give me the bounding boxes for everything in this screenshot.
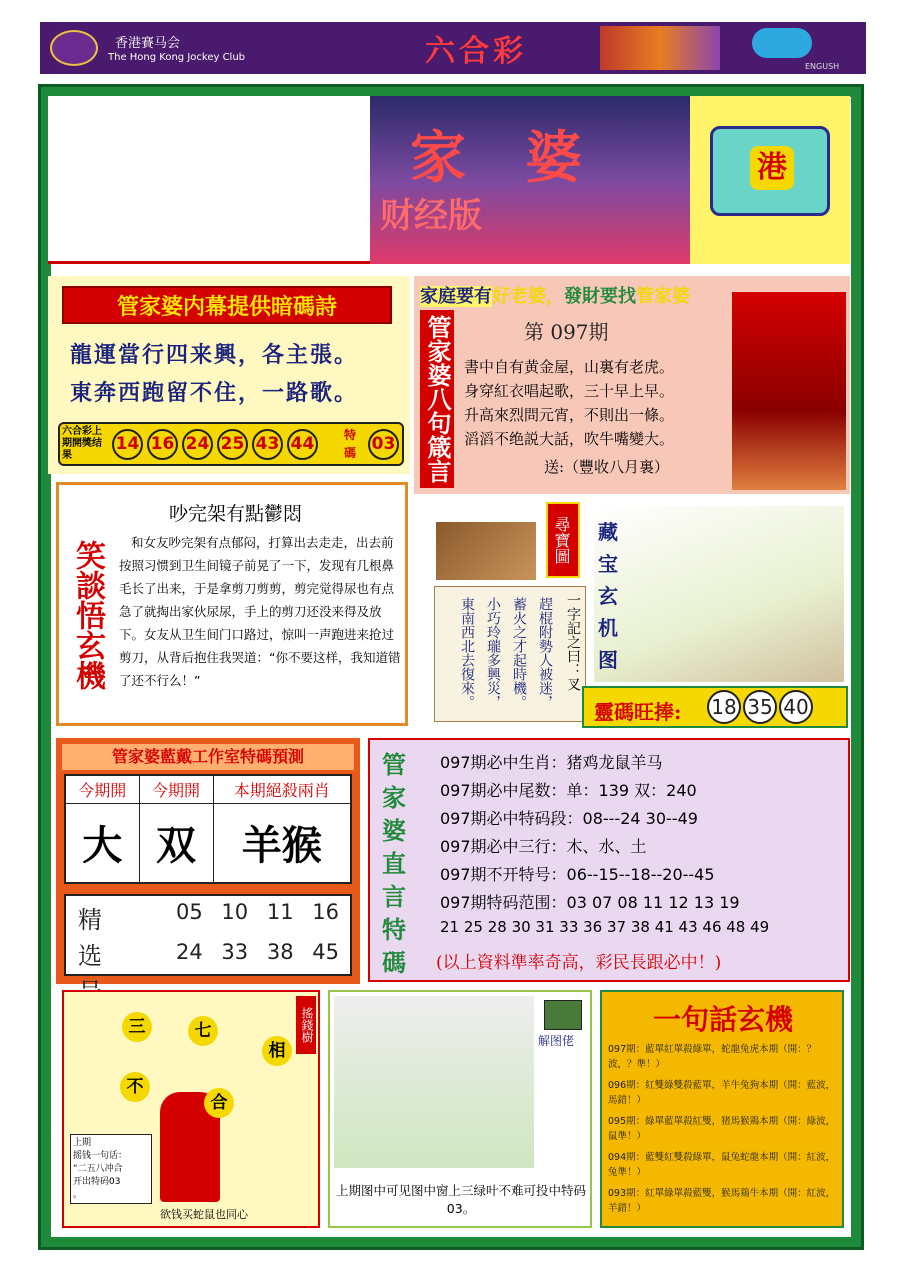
direct-line-5: 097期不开特号：06--15--18--20--45	[440, 865, 715, 884]
slogan-d: 管家婆	[636, 286, 690, 307]
direct-line-4: 097期必中三行：木、水、土	[440, 837, 647, 856]
eight-line-2: 身穿紅衣唱起歌，三十早上早。	[464, 382, 675, 400]
scroll-col-3: 小巧玲瓏多興災，	[485, 597, 501, 709]
results-balls	[110, 429, 320, 460]
treasure-vlabel: 尋寶圖	[546, 502, 580, 578]
eight-line-1: 書中自有黄金屋，山裏有老虎。	[464, 358, 675, 376]
english-link[interactable]: ENGUSH	[805, 62, 840, 71]
pick-number: 33	[221, 940, 249, 964]
lucky-ball: 18	[707, 690, 741, 724]
org-name-en: The Hong Kong Jockey Club	[108, 52, 246, 63]
lottery-title: 六合彩	[425, 34, 527, 69]
predict-head-1: 今期開	[65, 775, 139, 803]
tree-fruit: 七	[188, 1016, 218, 1046]
tree-note-line: 摇钱一句话：	[73, 1151, 128, 1161]
special-ball: 03	[368, 429, 399, 460]
pick-number: 16	[312, 900, 339, 924]
banner-title: 家 婆	[410, 125, 602, 191]
lottery-logo	[752, 28, 812, 58]
tree-note-line: “二五八冲合	[73, 1164, 123, 1174]
pick-number: 10	[221, 900, 249, 924]
slogan-a: 家庭要有	[420, 286, 492, 307]
banner	[370, 96, 690, 264]
direct-line-3: 097期必中特码段：08---24 30--49	[440, 809, 698, 828]
oneline-row: 096期：紅雙綠雙殺藍單，羊牛兔狗本期（開：藍波，馬錯！）	[608, 1080, 836, 1106]
bird-image	[594, 506, 844, 682]
direct-line-2: 097期必中尾数：单：139 双：240	[440, 781, 697, 800]
poem-title: 管家婆内幕提供暗碼詩	[62, 286, 392, 324]
predict-panel	[56, 738, 360, 984]
predict-val-2: 双	[139, 803, 213, 883]
direct-line-7: 21 25 28 30 31 33 36 37 38 41 43 46 48 49	[440, 918, 770, 936]
result-ball: 43	[252, 429, 283, 460]
special-label: 特碼	[344, 428, 357, 460]
horses-image	[600, 26, 720, 70]
scroll-col-2: 蓄火之才起時機。	[511, 597, 527, 709]
predict-val-1: 大	[65, 803, 139, 883]
puzzle-book-icon	[544, 1000, 582, 1030]
slogan-c: 發財要找	[564, 286, 636, 307]
result-ball: 25	[217, 429, 248, 460]
oneline-row: 093期：紅單綠單殺藍雙，猴馬鶏牛本期（開：紅波，羊錯！）	[608, 1188, 836, 1214]
lantern-panel	[690, 96, 850, 264]
eight-sign: 送:（豐收八月裏）	[544, 458, 670, 476]
lucky-label: 靈碼旺捧:	[594, 700, 682, 724]
lucky-ball: 40	[779, 690, 813, 724]
banner-subtitle: 财经版	[380, 196, 482, 236]
pick-number: 11	[266, 900, 294, 924]
pick-number: 38	[266, 940, 294, 964]
treasure-side-title: 藏宝玄机图	[598, 520, 618, 672]
poem-panel	[48, 276, 410, 474]
predict-val-3: 羊猴	[213, 803, 351, 883]
oneline-panel	[600, 990, 844, 1228]
lantern-badge: 港	[750, 146, 794, 190]
top-header	[40, 22, 866, 74]
banner-blank	[48, 96, 370, 264]
poem-line-1: 龍運當行四来興，各主張。	[70, 342, 359, 368]
results-label: 六合彩上期開獎结果	[62, 426, 102, 461]
poem-line-2: 東奔西跑留不住，一路歌。	[70, 380, 359, 406]
slogan	[420, 282, 690, 308]
tree-fruit: 三	[122, 1012, 152, 1042]
pick-number: 05	[176, 900, 203, 924]
predict-head-2: 今期開	[139, 775, 213, 803]
joke-title: 吵完架有點鬱悶	[169, 503, 303, 525]
pick-number: 45	[312, 940, 339, 964]
joke-panel	[56, 482, 408, 726]
scroll-col-1: 趕棍附勢人被迷，	[537, 597, 553, 709]
treasure-panel	[414, 500, 850, 732]
puzzle-image	[334, 996, 534, 1168]
pick-row-1	[176, 900, 339, 924]
slogan-b: 好老婆，	[492, 286, 564, 307]
puzzle-panel	[328, 990, 592, 1228]
org-name-cn: 香港賽马会	[115, 36, 181, 51]
oneline-title: 一句話玄機	[652, 1003, 793, 1036]
eight-vlabel: 管家婆八句箴言	[420, 310, 454, 488]
predict-head-3: 本期絕殺兩肖	[213, 775, 351, 803]
pick-number: 24	[176, 940, 203, 964]
puzzle-label: 解图佬	[538, 1034, 575, 1048]
result-ball: 24	[182, 429, 213, 460]
tree-label: 搖錢樹	[296, 996, 316, 1054]
direct-line-6: 097期特码范围：03 07 08 11 12 13 19	[440, 893, 740, 912]
lucky-balls	[706, 690, 814, 724]
direct-vlabel: 管家婆直言特碼	[382, 750, 406, 977]
oneline-row: 097期：藍單紅單殺綠單，蛇龍兔虎本期（開：？波，？準！）	[608, 1044, 817, 1070]
direct-footer: (以上資料準率奇高，彩民長跟必中！)	[436, 953, 722, 973]
oneline-row: 095期：綠單藍單殺紅雙，猪馬猴鶏本期（開：綠波，鼠準！）	[608, 1116, 836, 1142]
bride-image	[732, 292, 846, 490]
result-ball: 44	[287, 429, 318, 460]
picks-box	[64, 894, 352, 976]
lucky-bar	[582, 686, 848, 728]
direct-panel	[368, 738, 850, 982]
joke-vlabel: 笑談悟玄機	[70, 540, 105, 690]
scroll-col-4: 東南西北去復來。	[459, 597, 475, 709]
lucky-ball: 35	[743, 690, 777, 724]
tree-fruit: 不	[120, 1072, 150, 1102]
horse-image	[436, 522, 536, 580]
scroll-title: 一字記之曰：叉	[565, 593, 581, 691]
result-ball: 14	[112, 429, 143, 460]
results-bar	[58, 422, 404, 466]
predict-table	[64, 774, 352, 884]
eight-issue: 第 097期	[524, 320, 609, 344]
tree-caption: 欲钱买蛇鼠也同心	[160, 1208, 248, 1221]
tree-panel	[62, 990, 320, 1228]
tree-note-line: 开出特码03	[73, 1177, 121, 1187]
result-ball: 16	[147, 429, 178, 460]
tree-fruit: 相	[262, 1036, 292, 1066]
tree-note	[70, 1134, 152, 1204]
pick-label: 精选	[78, 906, 112, 970]
jockey-club-logo	[50, 30, 98, 66]
tree-note-line: 上期	[73, 1138, 92, 1148]
oneline-row: 094期：藍雙紅雙殺綠單，鼠兔蛇龍本期（開：紅波，兔準！）	[608, 1152, 836, 1178]
eight-panel	[414, 276, 850, 494]
eight-line-3: 升高來烈問元宵，不則出一條。	[464, 406, 675, 424]
puzzle-caption: 上期图中可见图中窗上三绿叶不难可投中特码03。	[336, 1183, 587, 1216]
tree-note-line: 。	[73, 1190, 83, 1200]
predict-title: 管家婆藍戴工作室特碼預測	[62, 744, 354, 770]
eight-line-4: 滔滔不绝説大話，吹牛嘴變大。	[464, 430, 675, 448]
joke-body: 和女友吵完架有点郁闷，打算出去走走，出去前按照习惯到卫生间镜子前晃了一下，发现有几根鼻毛长了出来，于是拿剪刀剪剪，剪完觉得尿也有点急了就掏出家伙尿尿，手上的剪刀还没来得及放下。女友从卫生间门口路过，惊叫一声跑进来抢过剪刀，从背后抱住我哭道：“你不要这样，我知道错了还不行么！”	[119, 535, 401, 688]
scroll	[434, 586, 586, 722]
tree-fruit: 合	[204, 1088, 234, 1118]
pick-row-2	[176, 940, 339, 964]
direct-line-1: 097期必中生肖：猪鸡龙鼠羊马	[440, 753, 663, 772]
